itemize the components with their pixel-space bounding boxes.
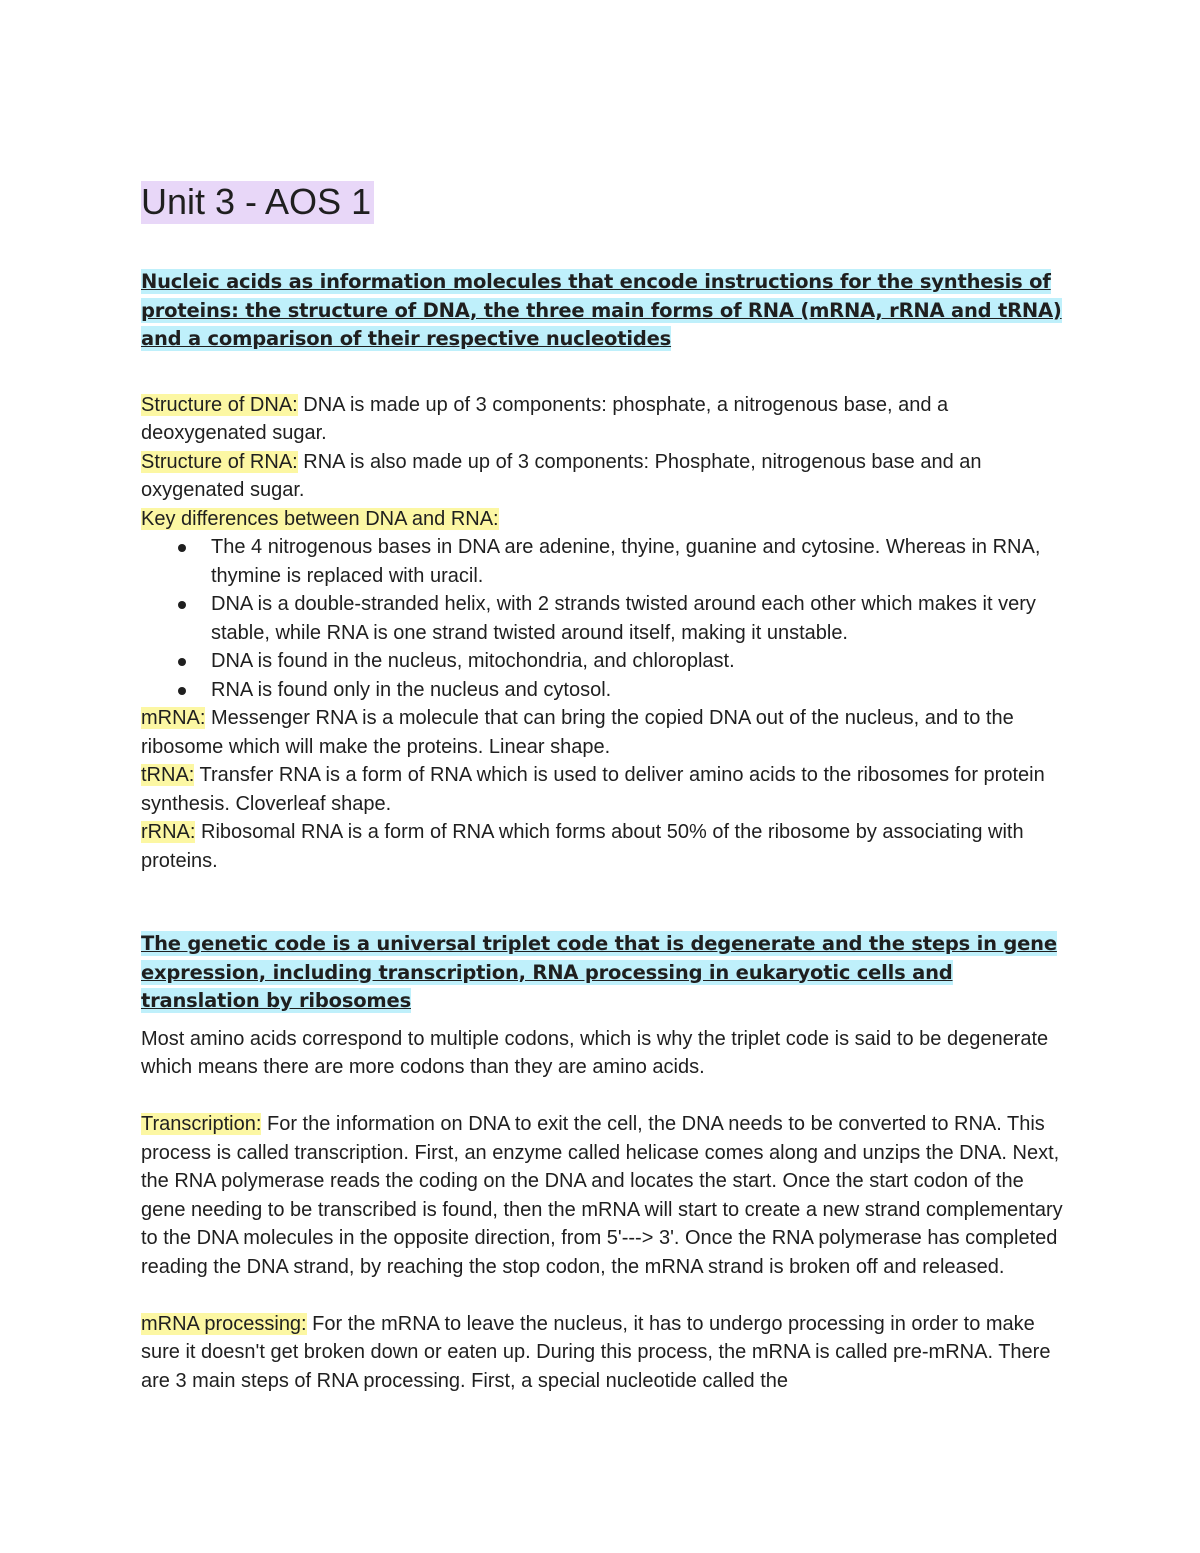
list-item: DNA is found in the nucleus, mitochondria, and chloroplast. <box>211 647 1071 676</box>
paragraph-mrna <box>141 704 1071 761</box>
list-item: DNA is a double-stranded helix, with 2 strands twisted around each other which makes it very stable, while RNA is one strand twisted around itself, making it unstable. <box>211 590 1071 647</box>
text-transcription: For the information on DNA to exit the cell, the DNA needs to be converted to RNA. This process is called transcription. First, an enzyme called helicase comes along and unzips the DNA. Next, the RNA polymerase reads the coding on the DNA and locates the start. Once the start codon of the gene needing to be transcribed is found, then the mRNA will start to create a new strand complementary to the DNA molecules in the opposite direction, from 5'---> 3'. Once the RNA polymerase has completed reading the DNA strand, by reaching the stop codon, the mRNA strand is broken off and released. <box>141 1113 1063 1278</box>
page-title <box>141 178 1071 226</box>
label-rrna: rRNA: <box>141 821 196 843</box>
paragraph-rrna <box>141 818 1071 875</box>
label-mrna: mRNA: <box>141 707 206 729</box>
label-structure-dna: Structure of DNA: <box>141 393 298 416</box>
text-trna: Transfer RNA is a form of RNA which is used to deliver amino acids to the ribosomes for protein synthesis. Cloverleaf shape. <box>141 764 1045 815</box>
label-key-differences: Key differences between DNA and RNA: <box>141 507 499 530</box>
label-transcription: Transcription: <box>141 1113 262 1135</box>
text-structure-dna: DNA is made up of 3 components: phosphate, a nitrogenous base, and a deoxygenated sugar. <box>141 393 949 444</box>
paragraph-structure-dna <box>141 391 1071 448</box>
label-mrna-processing: mRNA processing: <box>141 1312 307 1335</box>
list-item: The 4 nitrogenous bases in DNA are adenine, thyine, guanine and cytosine. Whereas in RNA, thymine is replaced with uracil. <box>211 533 1071 590</box>
label-structure-rna: Structure of RNA: <box>141 450 298 473</box>
differences-list <box>141 533 1071 704</box>
text-mrna-processing: For the mRNA to leave the nucleus, it has to undergo processing in order to make sure it doesn't get broken down or eaten up. During this process, the mRNA is called pre-mRNA. There are 3 main steps of RNA processing. First, a special nucleotide called the <box>141 1312 1051 1392</box>
paragraph-structure-rna <box>141 448 1071 505</box>
page-title-text: Unit 3 - AOS 1 <box>141 181 374 224</box>
paragraph-transcription <box>141 1110 1071 1281</box>
list-item: RNA is found only in the nucleus and cytosol. <box>211 676 1071 705</box>
paragraph-key-differences <box>141 505 1071 534</box>
section-heading-text: Nucleic acids as information molecules that encode instructions for the synthesis of proteins: the structure of DNA, the three main forms of RNA (mRNA, rRNA and tRNA) and a comparison of their respective nucleotides <box>141 270 1062 350</box>
text-rrna: Ribosomal RNA is a form of RNA which forms about 50% of the ribosome by associating with proteins. <box>141 821 1024 872</box>
label-trna: tRNA: <box>141 764 195 786</box>
document-page <box>141 178 1071 1395</box>
section-heading-nucleic-acids <box>141 268 1071 354</box>
paragraph-degenerate-code: Most amino acids correspond to multiple codons, which is why the triplet code is said to be degenerate which means there are more codons than they are amino acids. <box>141 1027 1049 1078</box>
section-heading-text: The genetic code is a universal triplet code that is degenerate and the steps in gene expression, including transcription, RNA processing in eukaryotic cells and translation by ribosomes <box>141 932 1057 1012</box>
section-heading-genetic-code <box>141 930 1071 1016</box>
paragraph-trna <box>141 761 1071 818</box>
text-mrna: Messenger RNA is a molecule that can bring the copied DNA out of the nucleus, and to the ribosome which will make the proteins. Linear shape. <box>141 707 1014 758</box>
text-structure-rna: RNA is also made up of 3 components: Phosphate, nitrogenous base and an oxygenated sugar. <box>141 450 982 501</box>
paragraph-mrna-processing <box>141 1310 1071 1396</box>
